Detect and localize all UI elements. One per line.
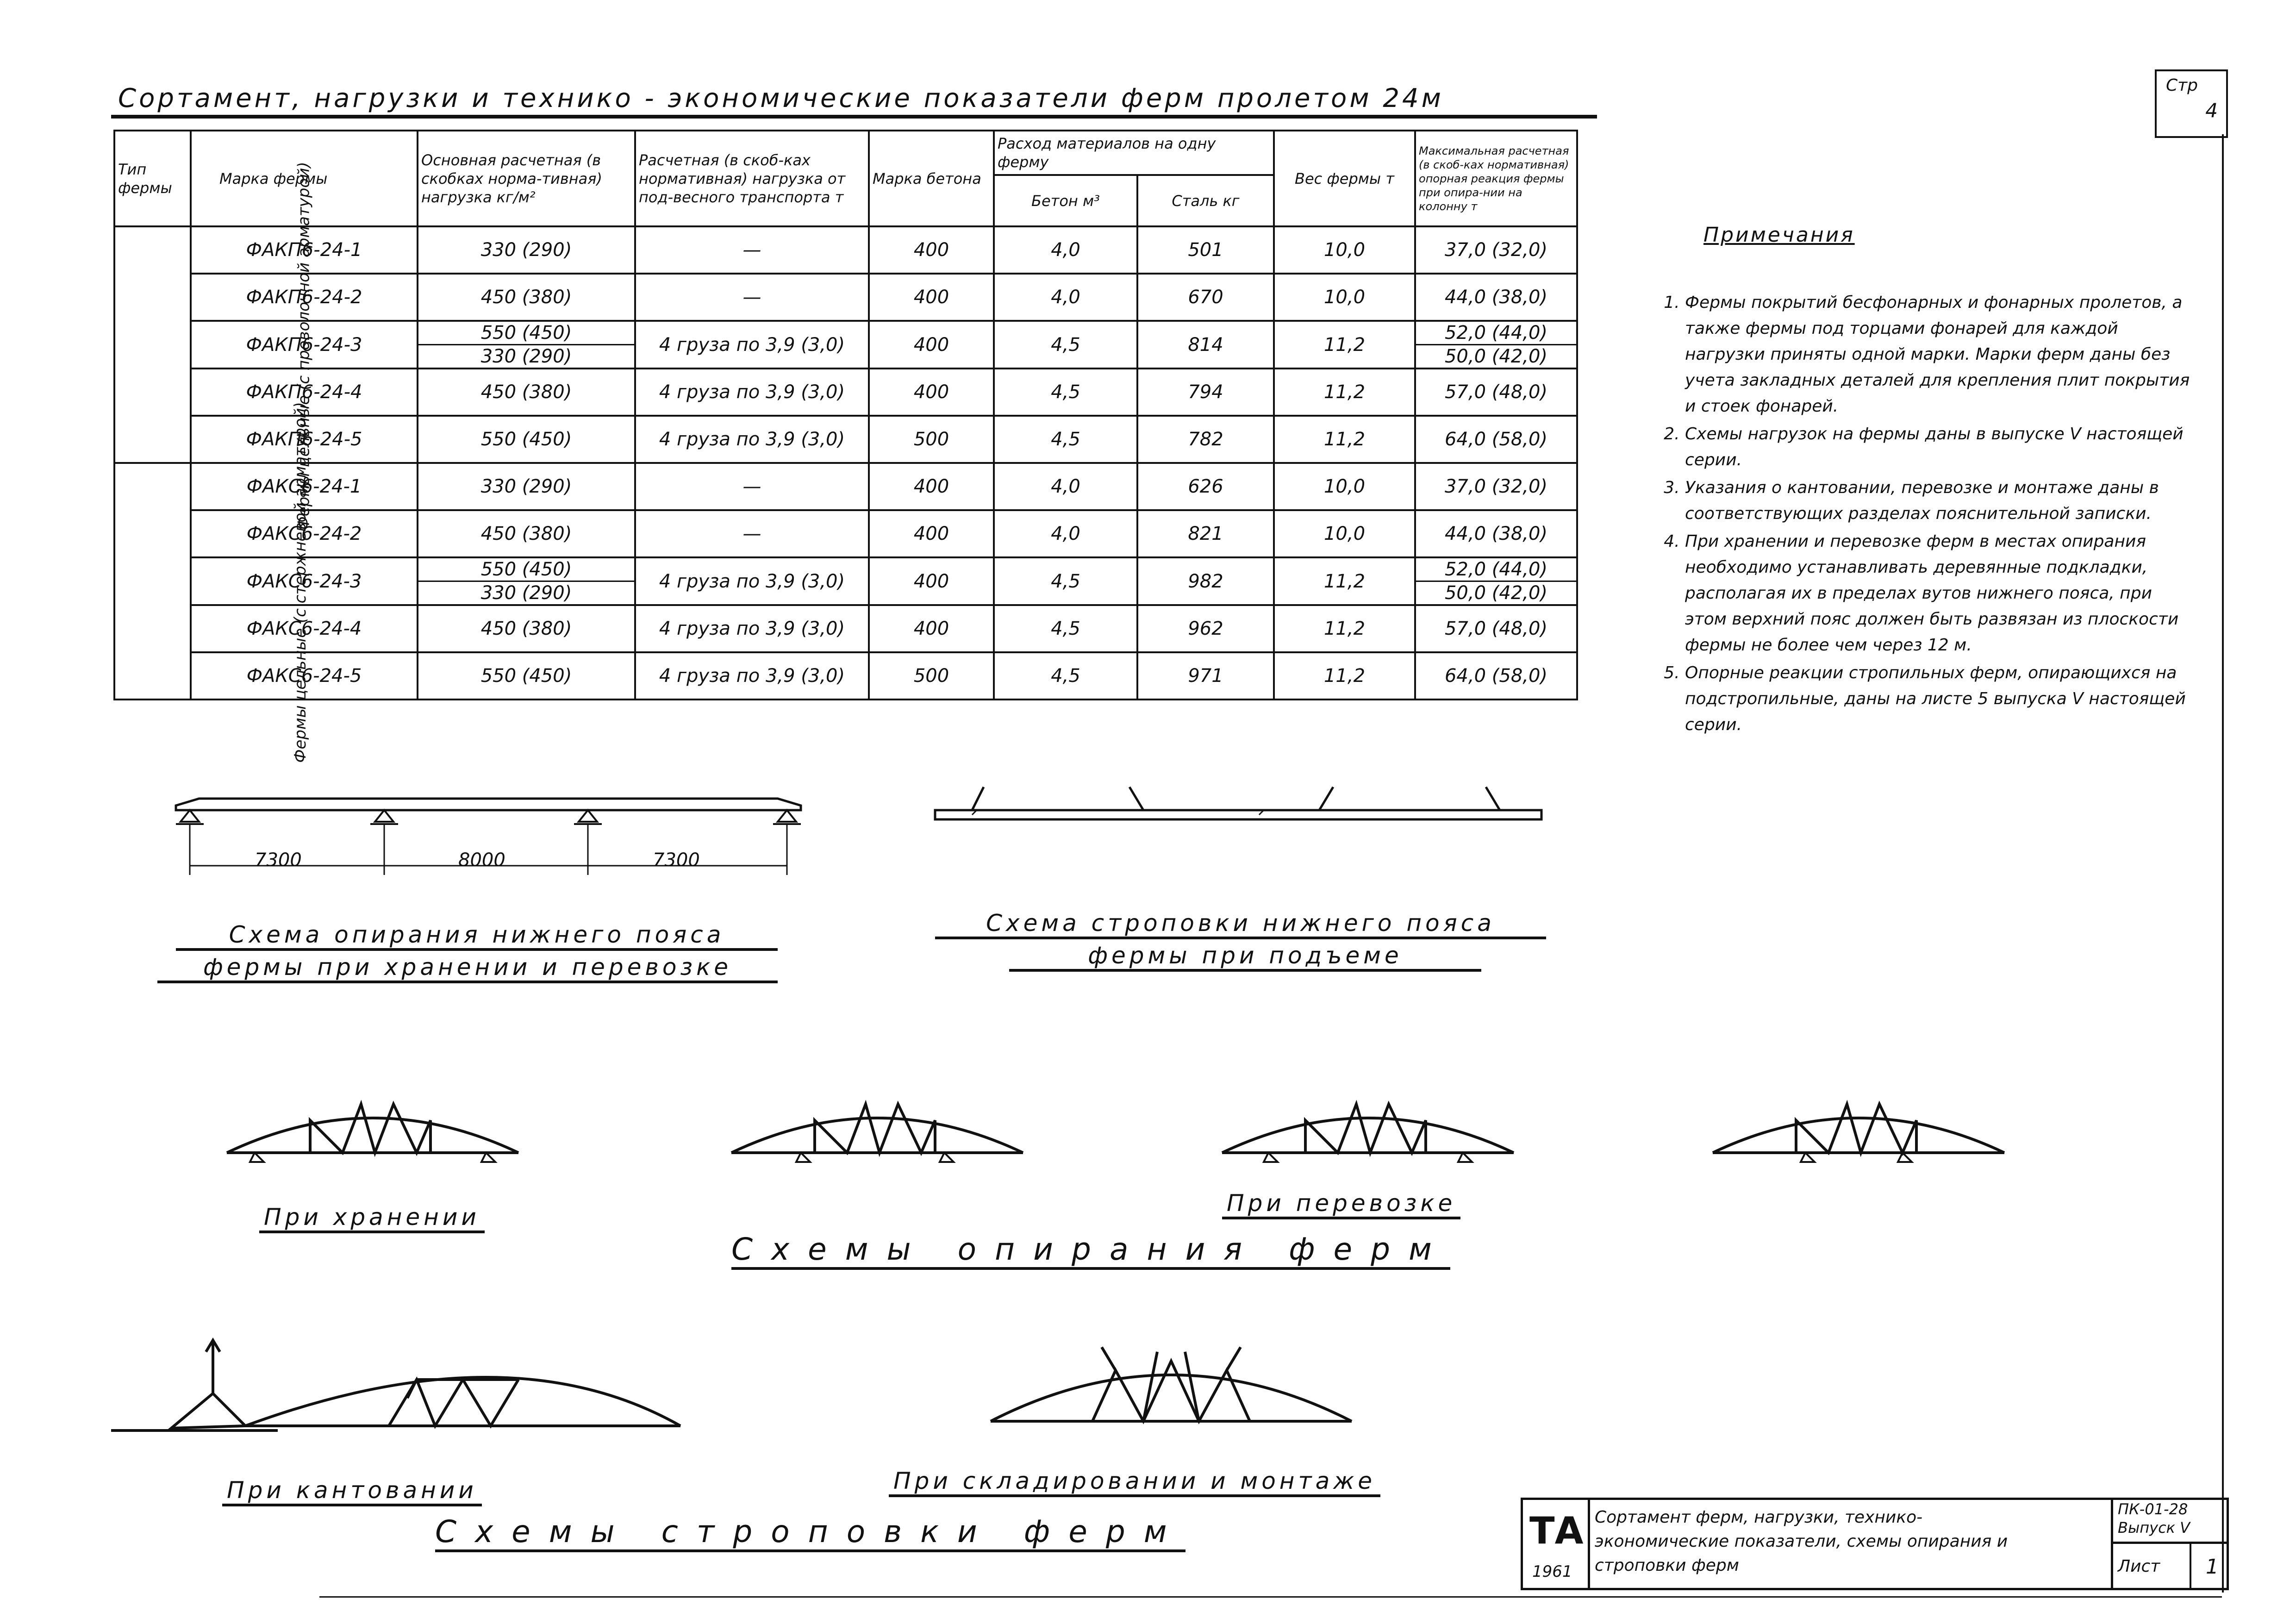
cell-reaction: 37,0 (32,0) [1415,226,1577,274]
cell-transport: 4 груза по 3,9 (3,0) [635,605,869,652]
cell-concrete: 4,0 [994,463,1137,510]
cell-weight: 11,2 [1274,652,1415,700]
tilting-label: При кантовании [222,1477,482,1506]
cell-steel: 794 [1137,369,1274,416]
header-type: Тип фермы [114,131,191,226]
cell-concrete: 4,0 [994,274,1137,321]
cell-steel: 821 [1137,510,1274,557]
page-number-box [2155,69,2228,138]
cell-load: 450 (380) [418,510,635,557]
cell-reaction-line: 52,0 (44,0) [1416,558,1576,582]
table-row [114,652,1577,700]
cell-load: 550 (450) [418,652,635,700]
support-left [176,810,204,824]
cell-transport: — [635,510,869,557]
cell-load [418,557,635,605]
note-item: 2. Схемы нагрузок на фермы даны в выпуске V настоящей серии. [1685,421,2194,473]
cell-concrete: 4,0 [994,226,1137,274]
cell-concrete: 4,5 [994,557,1137,605]
header-weight: Вес фермы т [1274,131,1415,226]
cell-mark: ФАКП6-24-2 [191,274,418,321]
page-title: Сортамент, нагрузки и технико - экономические показатели ферм пролетом 24м [118,83,1444,113]
cell-grade: 400 [869,510,994,557]
cell-mark: ФАКП6-24-1 [191,226,418,274]
stamp-description: Сортамент ферм, нагрузки, технико-экономические показатели, схемы опирания и строповки ферм [1595,1508,2008,1575]
sling-arrows [972,787,1500,810]
cell-load: 330 (290) [418,226,635,274]
note-item: 3. Указания о кантовании, перевозке и монтаже даны в соответствующих разделах пояснительной записки. [1685,475,2194,527]
table-row [114,557,1577,605]
cell-concrete: 4,5 [994,321,1137,369]
cell-reaction: 64,0 (58,0) [1415,652,1577,700]
note-item: 5. Опорные реакции стропильных ферм, опирающихся на подстропильные, даны на листе 5 выпуска V настоящей серии. [1685,660,2194,738]
lifting-caption-2: фермы при подъеме [1009,942,1481,972]
truss-slinging-schemes [111,1333,1500,1458]
table-row [114,274,1577,321]
dimension-2: 8000 [458,849,505,871]
cell-grade: 400 [869,463,994,510]
cell-transport: — [635,463,869,510]
cell-load: 450 (380) [418,605,635,652]
truss-storage-2 [731,1104,1023,1162]
cell-concrete: 4,5 [994,369,1137,416]
cell-concrete: 4,0 [994,510,1137,557]
cell-weight: 11,2 [1274,321,1415,369]
cell-weight: 10,0 [1274,510,1415,557]
cell-reaction [1415,321,1577,369]
cell-grade: 400 [869,557,994,605]
storage-label: При хранении [259,1204,485,1233]
cell-steel: 982 [1137,557,1274,605]
header-concrete: Бетон м³ [994,175,1137,226]
cell-mark: ФАКП6-24-5 [191,416,418,463]
cell-transport: — [635,226,869,274]
header-transport: Расчетная (в скоб-ках нормативная) нагрузка от под-весного транспорта т [635,131,869,226]
cell-mark: ФАКС6-24-1 [191,463,418,510]
cell-reaction [1415,557,1577,605]
support-caption-2: фермы при хранении и перевозке [157,954,778,983]
cell-weight: 10,0 [1274,463,1415,510]
cell-reaction-line: 50,0 (42,0) [1444,346,1548,367]
cell-load [418,321,635,369]
stamp-year: 1961 [1532,1562,1572,1581]
header-load: Основная расчетная (в скобках норма-тивная) нагрузка кг/м² [418,131,635,226]
cell-steel: 962 [1137,605,1274,652]
page-number: 4 [2205,99,2218,122]
cell-load-line: 330 (290) [480,582,572,604]
cell-steel: 971 [1137,652,1274,700]
cell-mark: ФАКС6-24-4 [191,605,418,652]
cell-reaction-line: 50,0 (42,0) [1444,582,1548,604]
cell-mark: ФАКС6-24-5 [191,652,418,700]
header-reaction: Максимальная расчетная (в скоб-ках нормативная) опорная реакция фермы при опира-нии на колонну т [1415,131,1577,226]
dimension-3: 7300 [653,849,700,871]
support-mid-2 [574,810,602,824]
assortment-table [113,130,1578,763]
cell-concrete: 4,5 [994,652,1137,700]
cell-steel: 782 [1137,416,1274,463]
support-mid-1 [370,810,398,824]
header-materials: Расход материалов на одну ферму [994,131,1274,175]
cell-mark: ФАКП6-24-4 [191,369,418,416]
lifting-scheme-drawing [921,782,1569,852]
cell-load: 450 (380) [418,274,635,321]
bottom-chord-outline [176,799,801,810]
truss-support-schemes [218,1083,2023,1176]
truss-transport-2 [1713,1104,2004,1162]
cell-weight: 10,0 [1274,226,1415,274]
cell-transport: 4 груза по 3,9 (3,0) [635,652,869,700]
lifting-caption-1: Схема строповки нижнего пояса [935,910,1546,939]
cell-steel: 501 [1137,226,1274,274]
cell-reaction: 44,0 (38,0) [1415,510,1577,557]
cell-reaction-line: 52,0 (44,0) [1416,322,1576,345]
support-schemes-title: Схемы опирания ферм [731,1231,1450,1270]
logo-text: ТА [1529,1509,1584,1552]
cell-load-line: 550 (450) [418,322,634,345]
sheet-number: 1 [2206,1555,2219,1579]
cell-concrete: 4,5 [994,605,1137,652]
cell-transport: 4 груза по 3,9 (3,0) [635,557,869,605]
cell-weight: 10,0 [1274,274,1415,321]
cell-load: 450 (380) [418,369,635,416]
cell-steel: 626 [1137,463,1274,510]
organization-logo [1523,1500,1590,1588]
truss-transport-1 [1222,1104,1514,1162]
cell-steel: 670 [1137,274,1274,321]
cell-weight: 11,2 [1274,416,1415,463]
cell-grade: 400 [869,605,994,652]
cell-grade: 400 [869,321,994,369]
stamp-code [2111,1500,2227,1544]
bottom-chord [935,810,1541,819]
cell-mark: ФАКС6-24-2 [191,510,418,557]
note-item: 1. Фермы покрытий бесфонарных и фонарных пролетов, а также фермы под торцами фонарей для каждой нагрузки приняты одной марки. Марки ферм даны без учета закладных деталей для крепления плит покрытия и стоек фонарей. [1685,290,2194,419]
cell-concrete: 4,5 [994,416,1137,463]
group-label-text: Фермы цельные (с стержневой арматурой) [291,401,310,763]
cell-reaction: 44,0 (38,0) [1415,274,1577,321]
truss-tilting [111,1340,680,1430]
title-underline [111,115,1597,119]
transport-label: При перевозке [1222,1190,1460,1219]
group-label-text: Фермы цельные (с проволочной арматурой) [294,161,313,530]
cell-transport: — [635,274,869,321]
note-item: 4. При хранении и перевозке ферм в местах опирания необходимо устанавливать деревянные подкладки, располагая их в пределах вутов нижнего пояса, при этом верхний пояс должен быть развязан из плоскости фермы не более чем через 12 м. [1685,529,2194,658]
cell-weight: 11,2 [1274,557,1415,605]
cell-reaction: 64,0 (58,0) [1415,416,1577,463]
cell-grade: 400 [869,274,994,321]
cell-reaction: 57,0 (48,0) [1415,605,1577,652]
slinging-schemes-title: Схемы строповки ферм [435,1514,1185,1552]
table-row [114,226,1577,274]
cell-load: 330 (290) [418,463,635,510]
truss-stacking [991,1347,1352,1421]
sheet-label: Лист [2118,1557,2160,1576]
table-row [114,321,1577,369]
notes-block [1666,222,2194,740]
support-caption-1: Схема опирания нижнего пояса [176,921,778,951]
cell-weight: 11,2 [1274,369,1415,416]
header-concrete-grade: Марка бетона [869,131,994,226]
cell-steel: 814 [1137,321,1274,369]
cell-grade: 400 [869,369,994,416]
dimension-1: 7300 [255,849,302,871]
sheet-cell [2111,1544,2229,1588]
cell-load: 550 (450) [418,416,635,463]
support-scheme-drawing [157,787,833,907]
header-mark: Марка фермы [191,131,418,226]
cell-grade: 400 [869,226,994,274]
notes-title: Примечания [1703,223,1855,247]
issue-code: Выпуск V [2118,1519,2190,1537]
table-row [114,463,1577,510]
frame-right-line [2222,134,2224,1593]
cell-grade: 500 [869,652,994,700]
series-code: ПК-01-28 [2118,1500,2188,1518]
cell-load-line: 550 (450) [418,558,634,582]
table-row [114,416,1577,463]
cell-grade: 500 [869,416,994,463]
cell-mark: ФАКП6-24-3 [191,321,418,369]
cell-weight: 11,2 [1274,605,1415,652]
cell-load-line: 330 (290) [480,346,572,367]
stacking-label: При складировании и монтаже [889,1468,1380,1497]
table-row [114,510,1577,557]
truss-storage-1 [227,1104,518,1162]
table-row [114,369,1577,416]
header-steel: Сталь кг [1137,175,1274,226]
frame-bottom-line [319,1596,2222,1598]
cell-transport: 4 груза по 3,9 (3,0) [635,369,869,416]
cell-transport: 4 груза по 3,9 (3,0) [635,321,869,369]
cell-mark: ФАКС6-24-3 [191,557,418,605]
support-right [773,810,801,824]
cell-reaction: 37,0 (32,0) [1415,463,1577,510]
page-label: Стр [2166,76,2198,95]
table-row [114,605,1577,652]
title-block [1521,1498,2229,1590]
cell-transport: 4 груза по 3,9 (3,0) [635,416,869,463]
cell-reaction: 57,0 (48,0) [1415,369,1577,416]
